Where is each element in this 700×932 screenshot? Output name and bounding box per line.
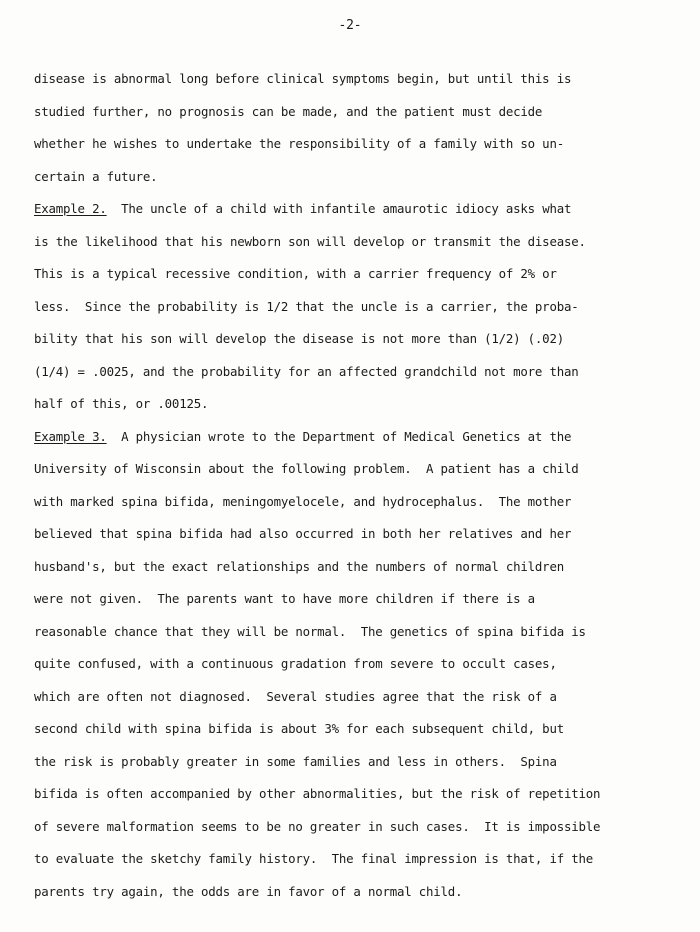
text-line: were not given. The parents want to have more children if there is a — [34, 591, 535, 606]
text-line: parents try again, the odds are in favor of a normal child. — [34, 883, 463, 899]
text-line: to evaluate the sketchy family history. The final impression is that, if the — [34, 851, 594, 866]
text-line: This is a typical recessive condition, with a carrier frequency of 2% or — [34, 266, 557, 281]
text-line — [34, 421, 674, 454]
text-line: quite confused, with a continuous gradation from severe to occult cases, — [34, 656, 557, 671]
text-line: certain a future. — [34, 168, 158, 184]
text-line: studied further, no prognosis can be made, and the patient must decide — [34, 103, 543, 119]
page-number: -2- — [338, 18, 362, 33]
text-line: husband's, but the exact relationships and the numbers of normal children — [34, 558, 564, 574]
document-body — [34, 63, 674, 908]
text-line: disease is abnormal long before clinical symptoms begin, but until this is — [34, 71, 572, 86]
text-line: reasonable chance that they will be normal. The genetics of spina bifida is — [34, 623, 586, 639]
text-line: University of Wisconsin about the following problem. A patient has a child — [34, 461, 579, 476]
text-line: the risk is probably greater in some families and less in others. Spina — [34, 753, 557, 769]
text-line: less. Since the probability is 1/2 that the uncle is a carrier, the proba- — [34, 298, 579, 314]
example-text: The uncle of a child with infantile amaurotic idiocy asks what — [106, 201, 572, 216]
text-line: with marked spina bifida, meningomyelocele, and hydrocephalus. The mother — [34, 493, 572, 509]
text-line: second child with spina bifida is about 3% for each subsequent child, but — [34, 721, 564, 736]
text-line: is the likelihood that his newborn son will develop or transmit the disease. — [34, 233, 586, 249]
example-text: A physician wrote to the Department of Medical Genetics at the — [106, 428, 572, 444]
text-line: half of this, or .00125. — [34, 396, 209, 411]
example-label: Example 2. — [34, 201, 107, 216]
example-label: Example 3. — [34, 428, 107, 444]
text-line: which are often not diagnosed. Several studies agree that the risk of a — [34, 688, 557, 704]
text-line: bifida is often accompanied by other abnormalities, but the risk of repetition — [34, 786, 601, 801]
text-line: bility that his son will develop the disease is not more than (1/2) (.02) — [34, 331, 564, 346]
text-line: of severe malformation seems to be no greater in such cases. It is impossible — [34, 818, 601, 834]
text-line: whether he wishes to undertake the responsibility of a family with so un- — [34, 136, 564, 151]
text-line: believed that spina bifida had also occurred in both her relatives and her — [34, 526, 572, 541]
text-line: (1/4) = .0025, and the probability for an affected grandchild not more than — [34, 363, 579, 379]
text-line — [34, 193, 674, 226]
